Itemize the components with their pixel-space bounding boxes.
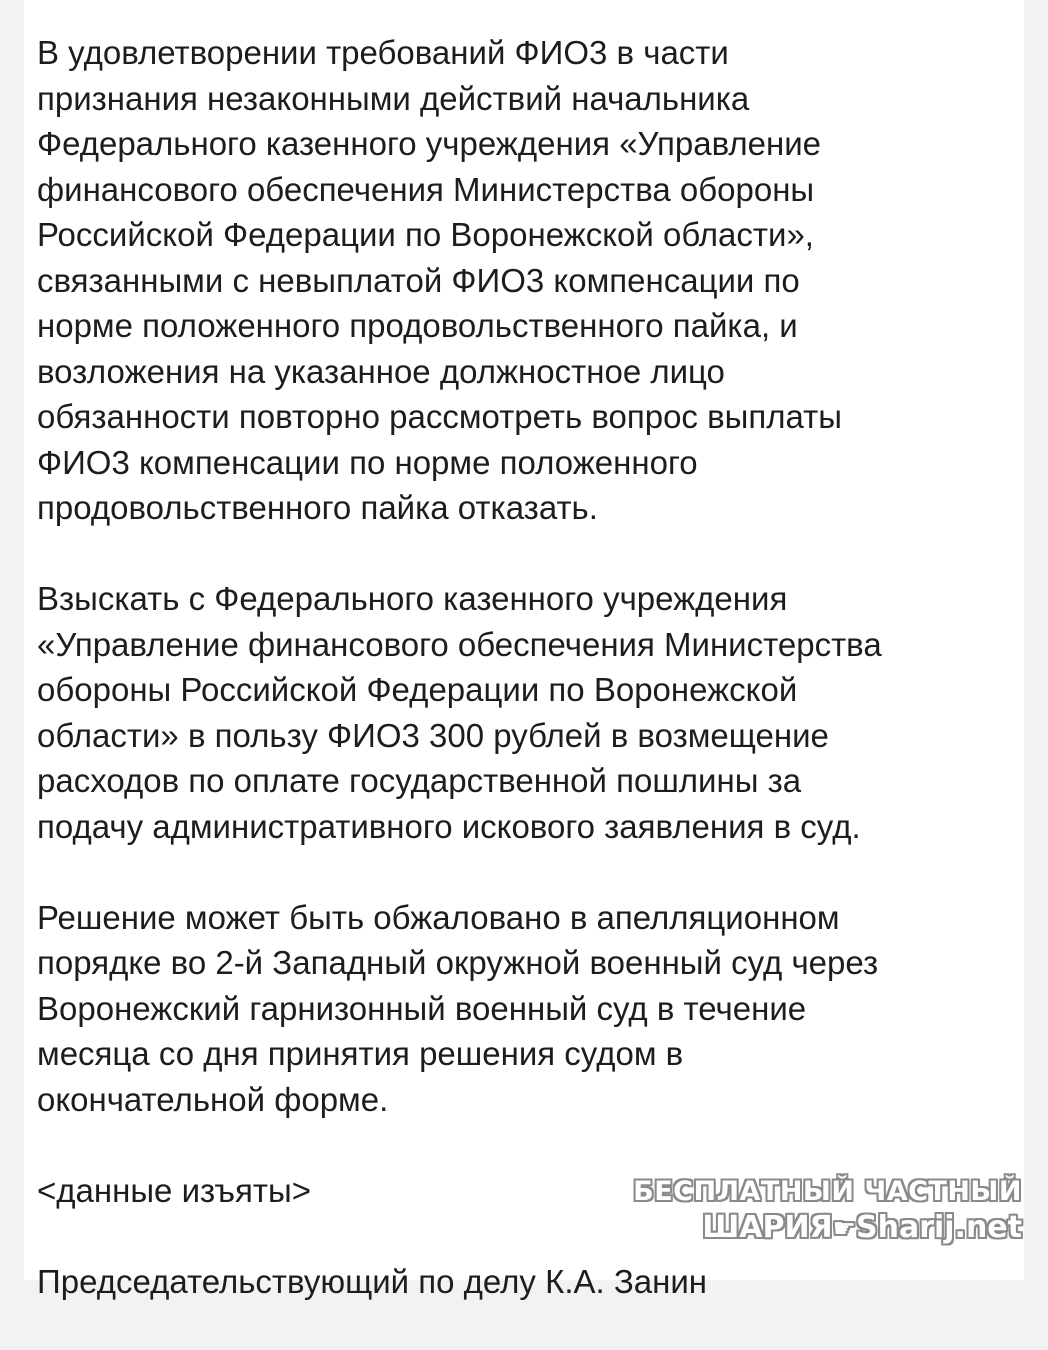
paragraph-text: В удовлетворении требований ФИО3 в части признания незаконными действий начальника Федерального казенного учреждения «Управление финансового обеспечения Министерства обороны Российской Федерации по Воронежской области», связанными с невыплатой ФИО3 компенсации по норме положенного продовольственного пайка, и возложения на указанное должностное лицо обязанности повторно рассмотреть вопрос выплаты ФИО3 компенсации по норме положенного продовольственного пайка отказать. [37, 34, 842, 526]
paragraph-text: Решение может быть обжаловано в апелляционном порядке во 2-й Западный окружной военный суд через Воронежский гарнизонный военный суд в течение месяца со дня принятия решения судом в окончательной форме. [37, 898, 879, 1118]
paragraph-refusal [37, 30, 967, 531]
watermark [633, 1174, 1022, 1247]
pointing-hand-icon: ☛ [832, 1213, 856, 1244]
paragraph-text: Председательствующий по делу К.А. Занин [37, 1262, 708, 1300]
paragraph-recovery [37, 576, 967, 849]
watermark-line2-left: ШАРИЯ [702, 1210, 833, 1245]
watermark-line1: БЕСПЛАТНЫЙ ЧАСТНЫЙ [633, 1176, 1022, 1207]
paragraph-text: <данные изъяты> [37, 1171, 312, 1209]
watermark-line2 [633, 1210, 1022, 1247]
document-body [37, 30, 967, 1350]
paragraph-text: Взыскать с Федерального казенного учреждения «Управление финансового обеспечения Министерства обороны Российской Федерации по Воронежской области» в пользу ФИО3 300 рублей в возмещение расходов по оплате государственной пошлины за подачу административного искового заявления в суд. [37, 580, 882, 845]
watermark-line2-right: Sharij.net [855, 1210, 1022, 1245]
document-page [24, 0, 1024, 1300]
paragraph-signature [37, 1259, 967, 1305]
paragraph-appeal [37, 895, 967, 1123]
